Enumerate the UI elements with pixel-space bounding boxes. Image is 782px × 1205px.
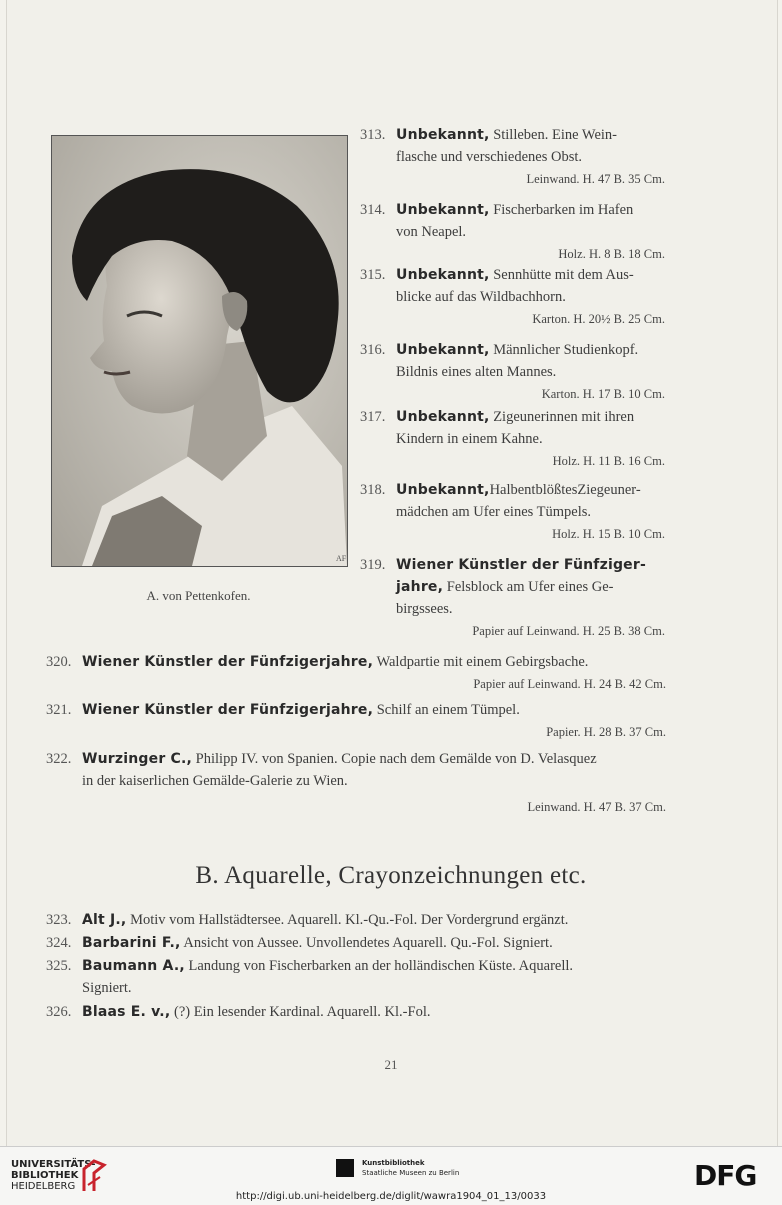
catalog-entry	[360, 479, 665, 545]
entry-number: 313.	[360, 127, 386, 143]
entry-measurements: Leinwand. H. 47 B. 37 Cm.	[527, 800, 666, 814]
artist-name-cont: jahre,	[396, 579, 444, 595]
portrait-caption: A. von Pettenkofen.	[146, 588, 251, 603]
artist-name: Wiener Künstler der Fünfziger-	[396, 557, 646, 573]
entry-text: Waldpartie mit einem Gebirgsbache.	[373, 654, 589, 670]
dfg-logo[interactable]: DFG	[694, 1159, 757, 1192]
artist-name: Unbekannt,	[396, 202, 490, 218]
kb-line-2: Staatliche Museen zu Berlin	[362, 1169, 460, 1177]
catalog-entry	[46, 932, 666, 954]
entry-number: 326.	[46, 1004, 72, 1020]
entry-text: Stilleben. Eine Wein-	[489, 127, 617, 143]
artist-name: Blaas E. v.,	[82, 1004, 171, 1020]
entry-text-cont: mädchen am Ufer eines Tümpels.	[396, 504, 592, 520]
entry-measurements: Papier auf Leinwand. H. 24 B. 42 Cm.	[473, 677, 666, 691]
portrait-image	[51, 135, 348, 567]
kunstbibliothek-logo-icon[interactable]	[336, 1159, 354, 1177]
catalog-entry	[46, 955, 666, 999]
entry-text: Sennhütte mit dem Aus-	[489, 267, 634, 283]
entry-number: 317.	[360, 409, 386, 425]
artist-name: Baumann A.,	[82, 958, 185, 974]
entry-number: 321.	[46, 702, 72, 718]
page-number: 21	[384, 1057, 398, 1072]
entry-text: Ansicht von Aussee. Unvollendetes Aquarell. Qu.-Fol. Signiert.	[180, 935, 553, 951]
entry-text-cont: von Neapel.	[396, 224, 467, 240]
entry-number: 325.	[46, 958, 72, 974]
artist-name: Unbekannt,	[396, 409, 490, 425]
artist-name: Unbekannt,	[396, 127, 490, 143]
catalog-entry	[360, 406, 665, 472]
uni-line-3: HEIDELBERG	[11, 1181, 76, 1192]
kb-line-1: Kunstbibliothek	[362, 1159, 425, 1167]
catalog-entry	[360, 124, 665, 190]
catalog-entry	[46, 651, 666, 695]
section-heading: B. Aquarelle, Crayonzeichnungen etc.	[195, 862, 587, 889]
entry-measurements: Papier. H. 28 B. 37 Cm.	[546, 725, 666, 739]
kunstbibliothek-text	[362, 1158, 459, 1178]
entry-text: Philipp IV. von Spanien. Copie nach dem Gemälde von D. Velasquez	[192, 751, 597, 767]
entry-measurements: Karton. H. 17 B. 10 Cm.	[541, 387, 665, 401]
entry-number: 322.	[46, 751, 72, 767]
entry-text: Schilf an einem Tümpel.	[373, 702, 520, 718]
entry-text: Zigeunerinnen mit ihren	[489, 409, 635, 425]
entry-measurements: Holz. H. 11 B. 16 Cm.	[552, 454, 665, 468]
entry-text: Motiv vom Hallstädtersee. Aquarell. Kl.-Qu.-Fol. Der Vordergrund ergänzt.	[126, 912, 569, 928]
entry-number: 323.	[46, 912, 72, 928]
entry-text-cont: birgssees.	[396, 601, 453, 617]
catalog-entry	[360, 339, 665, 405]
catalog-entry	[46, 1001, 666, 1023]
entry-number: 318.	[360, 482, 386, 498]
catalog-entry-319	[360, 554, 665, 642]
university-logo-icon[interactable]	[80, 1155, 108, 1195]
artist-name: Unbekannt,	[396, 267, 490, 283]
entry-measurements: Karton. H. 20½ B. 25 Cm.	[532, 312, 665, 326]
entry-text: Fischerbarken im Hafen	[489, 202, 634, 218]
digitization-footer	[0, 1146, 782, 1205]
entry-number: 324.	[46, 935, 72, 951]
artist-name: Alt J.,	[82, 912, 127, 928]
entry-text: Landung von Fischerbarken an der holländischen Küste. Aquarell.	[184, 958, 574, 974]
artist-name: Wurzinger C.,	[82, 751, 193, 767]
source-url[interactable]: http://digi.ub.uni-heidelberg.de/diglit/wawra1904_01_13/0033	[235, 1191, 547, 1202]
entry-text-cont: Bildnis eines alten Mannes.	[396, 364, 557, 380]
catalog-entry	[46, 909, 666, 931]
entry-measurements: Holz. H. 15 B. 10 Cm.	[552, 527, 665, 541]
artist-name: Unbekannt,	[396, 482, 490, 498]
entry-number: 319.	[360, 557, 386, 573]
catalog-entry-322	[46, 748, 666, 818]
entry-measurements: Leinwand. H. 47 B. 35 Cm.	[526, 172, 665, 186]
entry-number: 314.	[360, 202, 386, 218]
catalog-entry	[360, 199, 665, 265]
entry-text: Männlicher Studienkopf.	[489, 342, 639, 358]
artist-name: Wiener Künstler der Fünfzigerjahre,	[82, 702, 374, 718]
entry-text-cont: Signiert.	[82, 980, 132, 996]
entry-measurements: Papier auf Leinwand. H. 25 B. 38 Cm.	[472, 624, 665, 638]
artist-name: Barbarini F.,	[82, 935, 181, 951]
entry-text-cont: Kindern in einem Kahne.	[396, 431, 543, 447]
entry-text-cont: in der kaiserlichen Gemälde-Galerie zu Wien.	[82, 773, 348, 789]
entry-text: HalbentblößtesZiegeuner-	[489, 482, 641, 498]
portrait-woman-illustration	[52, 136, 347, 566]
entry-text: Felsblock am Ufer eines Ge-	[443, 579, 614, 595]
catalog-entry	[46, 699, 666, 743]
entry-text-cont: blicke auf das Wildbachhorn.	[396, 289, 566, 305]
uni-line-1: UNIVERSITÄTS-	[11, 1159, 96, 1170]
uni-line-2: BIBLIOTHEK	[11, 1170, 79, 1181]
svg-text:AF: AF	[336, 554, 347, 563]
catalog-entry	[360, 264, 665, 330]
entry-measurements: Holz. H. 8 B. 18 Cm.	[558, 247, 665, 261]
entry-text-cont: flasche und verschiedenes Obst.	[396, 149, 583, 165]
entry-number: 320.	[46, 654, 72, 670]
artist-name: Wiener Künstler der Fünfzigerjahre,	[82, 654, 374, 670]
entry-text: (?) Ein lesender Kardinal. Aquarell. Kl.-Fol.	[170, 1004, 431, 1020]
entry-number: 315.	[360, 267, 386, 283]
entry-number: 316.	[360, 342, 386, 358]
artist-name: Unbekannt,	[396, 342, 490, 358]
